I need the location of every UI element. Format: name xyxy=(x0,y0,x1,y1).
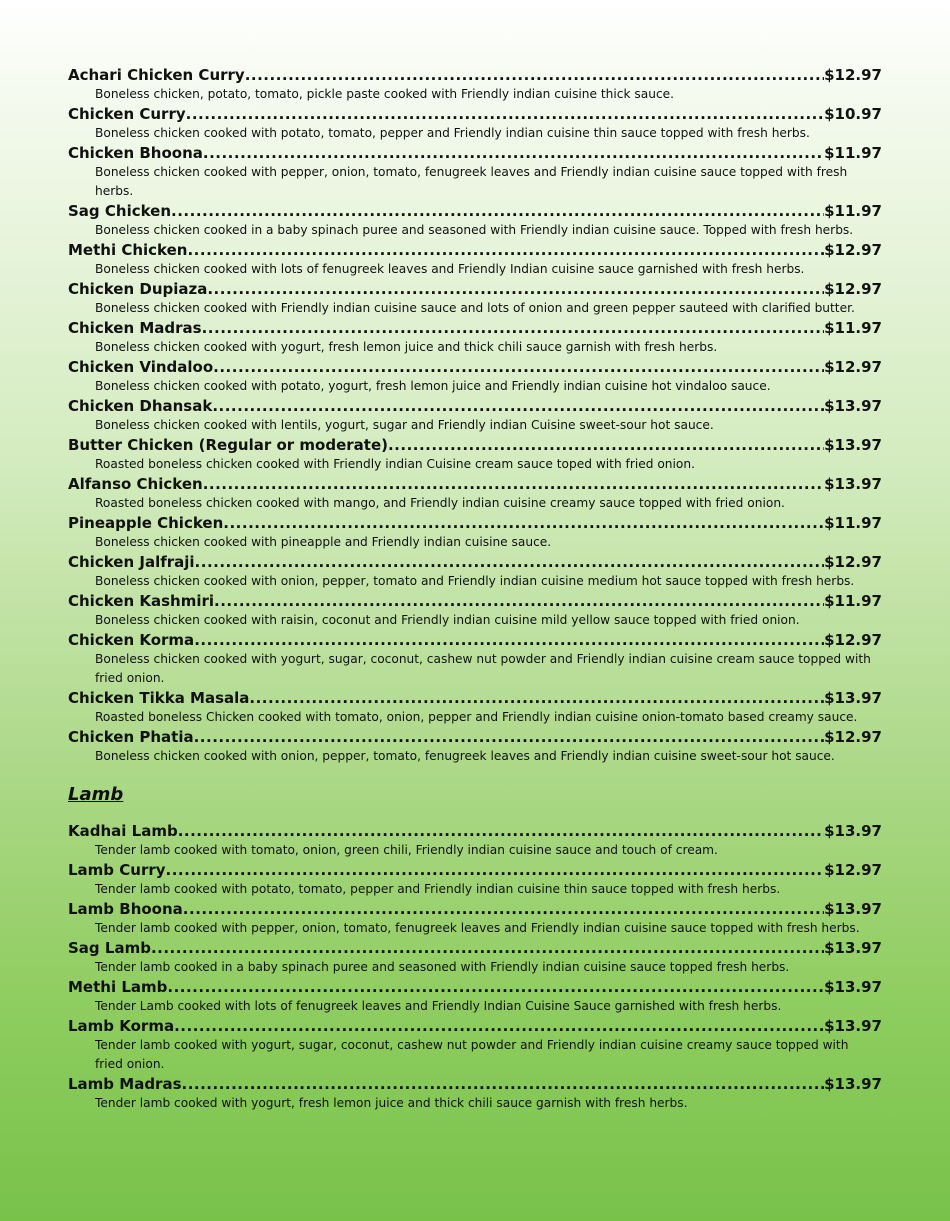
menu-item-price: $11.97 xyxy=(824,202,882,220)
menu-item-name: Chicken Korma xyxy=(68,631,195,649)
menu-item-price: $12.97 xyxy=(824,280,882,298)
menu-item-description: Boneless chicken cooked with onion, pepper, tomato, fenugreek leaves and Friendly indian cuisine sweet-sour hot sauce. xyxy=(95,749,835,763)
menu-item xyxy=(68,279,882,318)
menu-item-name: Chicken Dhansak xyxy=(68,397,213,415)
menu-item-heading xyxy=(68,899,882,919)
menu-item-price: $12.97 xyxy=(824,241,882,259)
dot-leader xyxy=(212,396,824,416)
menu-item-description: Tender lamb cooked with yogurt, sugar, coconut, cashew nut powder and Friendly indian cuisine creamy sauce topped with fried onion. xyxy=(95,1038,849,1071)
dot-leader xyxy=(249,688,824,708)
menu-item xyxy=(68,821,882,860)
menu-item-description: Boneless chicken cooked with potato, tomato, pepper and Friendly indian cuisine thin sauce topped with fresh herbs. xyxy=(95,126,810,140)
menu-item-price: $11.97 xyxy=(824,144,882,162)
menu-item-name: Lamb Madras xyxy=(68,1075,182,1093)
menu-item-name: Sag Chicken xyxy=(68,202,172,220)
menu-item-price: $12.97 xyxy=(824,861,882,879)
menu-item-description: Boneless chicken cooked with potato, yogurt, fresh lemon juice and Friendly indian cuisine hot vindaloo sauce. xyxy=(95,379,771,393)
menu-item-price: $12.97 xyxy=(824,631,882,649)
dot-leader xyxy=(171,201,824,221)
menu-item-heading xyxy=(68,357,882,377)
menu-item-price: $11.97 xyxy=(824,592,882,610)
menu-item-heading xyxy=(68,279,882,299)
menu-item-description: Tender lamb cooked with tomato, onion, green chili, Friendly indian cuisine sauce and touch of cream. xyxy=(95,843,718,857)
menu-item-heading xyxy=(68,591,882,611)
menu-item-description: Boneless chicken cooked with pineapple and Friendly indian cuisine sauce. xyxy=(95,535,552,549)
dot-leader xyxy=(195,552,825,572)
menu-item-heading xyxy=(68,318,882,338)
menu-item-heading xyxy=(68,938,882,958)
menu-item-name: Chicken Dupiaza xyxy=(68,280,208,298)
menu-item-price: $13.97 xyxy=(824,397,882,415)
dot-leader xyxy=(213,357,824,377)
menu-item xyxy=(68,938,882,977)
dot-leader xyxy=(182,1074,825,1094)
menu-item-price: $13.97 xyxy=(824,436,882,454)
menu-item-heading xyxy=(68,104,882,124)
menu-item-name: Chicken Curry xyxy=(68,105,186,123)
menu-item-heading xyxy=(68,552,882,572)
menu-item xyxy=(68,240,882,279)
menu-item-description: Boneless chicken cooked with yogurt, fresh lemon juice and thick chili sauce garnish with fresh herbs. xyxy=(95,340,718,354)
menu-item xyxy=(68,474,882,513)
menu-item xyxy=(68,899,882,938)
menu-item xyxy=(68,65,882,104)
menu-item-name: Alfanso Chicken xyxy=(68,475,203,493)
menu-item xyxy=(68,396,882,435)
menu-item xyxy=(68,143,882,201)
menu-item-description: Tender Lamb cooked with lots of fenugreek leaves and Friendly Indian Cuisine Sauce garnished with fresh herbs. xyxy=(95,999,782,1013)
menu-item xyxy=(68,201,882,240)
menu-item-description: Tender lamb cooked with yogurt, fresh lemon juice and thick chili sauce garnish with fresh herbs. xyxy=(95,1096,688,1110)
menu-item-description: Boneless chicken cooked with yogurt, sugar, coconut, cashew nut powder and Friendly indian cuisine cream sauce topped with fried onion. xyxy=(95,652,871,685)
menu-item-name: Lamb Curry xyxy=(68,861,166,879)
menu-item-price: $11.97 xyxy=(824,319,882,337)
menu-item-name: Chicken Madras xyxy=(68,319,202,337)
menu-item-heading xyxy=(68,1016,882,1036)
menu-item-name: Chicken Kashmiri xyxy=(68,592,215,610)
menu-item-description: Tender lamb cooked with pepper, onion, tomato, fenugreek leaves and Friendly indian cuisine sauce topped with fresh herbs. xyxy=(95,921,860,935)
menu-item xyxy=(68,357,882,396)
menu-item-description: Roasted boneless chicken cooked with Friendly indian Cuisine cream sauce toped with fried onion. xyxy=(95,457,695,471)
menu-item-price: $11.97 xyxy=(824,514,882,532)
menu-item-price: $12.97 xyxy=(824,66,882,84)
menu-item-heading xyxy=(68,1074,882,1094)
dot-leader xyxy=(183,899,824,919)
dot-leader xyxy=(245,65,824,85)
menu-item-price: $12.97 xyxy=(824,728,882,746)
lamb-menu-list xyxy=(68,821,882,1113)
menu-item xyxy=(68,318,882,357)
menu-item-heading xyxy=(68,396,882,416)
dot-leader xyxy=(166,860,825,880)
dot-leader xyxy=(203,474,824,494)
menu-item xyxy=(68,860,882,899)
menu-item-description: Boneless chicken cooked with lentils, yogurt, sugar and Friendly indian Cuisine sweet-sour hot sauce. xyxy=(95,418,714,432)
menu-item-name: Methi Lamb xyxy=(68,978,168,996)
menu-item-name: Chicken Bhoona xyxy=(68,144,203,162)
menu-item-name: Kadhai Lamb xyxy=(68,822,178,840)
menu-item-price: $13.97 xyxy=(824,900,882,918)
menu-item-description: Boneless chicken, potato, tomato, pickle paste cooked with Friendly indian cuisine thick sauce. xyxy=(95,87,675,101)
menu-item-name: Chicken Vindaloo xyxy=(68,358,214,376)
menu-item-name: Chicken Tikka Masala xyxy=(68,689,250,707)
menu-item-description: Roasted boneless Chicken cooked with tomato, onion, pepper and Friendly indian cuisine onion-tomato based creamy sauce. xyxy=(95,710,858,724)
dot-leader xyxy=(167,977,824,997)
dot-leader xyxy=(223,513,824,533)
menu-item-heading xyxy=(68,977,882,997)
dot-leader xyxy=(388,435,824,455)
menu-item-description: Tender lamb cooked with potato, tomato, pepper and Friendly indian cuisine thin sauce topped with fresh herbs. xyxy=(95,882,781,896)
menu-item-price: $13.97 xyxy=(824,1075,882,1093)
dot-leader xyxy=(186,104,824,124)
dot-leader xyxy=(174,1016,824,1036)
menu-item xyxy=(68,1016,882,1074)
dot-leader xyxy=(151,938,824,958)
menu-item-heading xyxy=(68,65,882,85)
menu-item xyxy=(68,552,882,591)
menu-item-heading xyxy=(68,860,882,880)
dot-leader xyxy=(203,143,824,163)
dot-leader xyxy=(202,318,825,338)
menu-item xyxy=(68,104,882,143)
menu-item-name: Butter Chicken (Regular or moderate) xyxy=(68,436,388,454)
menu-item-description: Boneless chicken cooked with pepper, onion, tomato, fenugreek leaves and Friendly indian cuisine sauce topped with fresh herbs. xyxy=(95,165,848,198)
menu-item-heading xyxy=(68,821,882,841)
menu-item-name: Methi Chicken xyxy=(68,241,188,259)
menu-item xyxy=(68,591,882,630)
menu-item-description: Boneless chicken cooked with lots of fenugreek leaves and Friendly Indian cuisine sauce garnished with fresh herbs. xyxy=(95,262,805,276)
menu-item-price: $12.97 xyxy=(824,358,882,376)
menu-item-description: Boneless chicken cooked with raisin, coconut and Friendly indian cuisine mild yellow sauce topped with fried onion. xyxy=(95,613,800,627)
dot-leader xyxy=(187,240,824,260)
menu-item-name: Lamb Bhoona xyxy=(68,900,183,918)
menu-item-name: Pineapple Chicken xyxy=(68,514,224,532)
menu-item-heading xyxy=(68,688,882,708)
menu-item xyxy=(68,630,882,688)
menu-item-heading xyxy=(68,240,882,260)
menu-item-price: $13.97 xyxy=(824,822,882,840)
menu-item xyxy=(68,513,882,552)
menu-item-price: $13.97 xyxy=(824,689,882,707)
menu-item-price: $13.97 xyxy=(824,939,882,957)
menu-item-name: Sag Lamb xyxy=(68,939,151,957)
menu-item-heading xyxy=(68,727,882,747)
menu-item-description: Tender lamb cooked in a baby spinach puree and seasoned with Friendly indian cuisine sauce topped fresh herbs. xyxy=(95,960,790,974)
menu-item xyxy=(68,688,882,727)
menu-item-heading xyxy=(68,630,882,650)
menu-item-price: $13.97 xyxy=(824,978,882,996)
menu-item-price: $12.97 xyxy=(824,553,882,571)
dot-leader xyxy=(178,821,824,841)
lamb-section-title: Lamb xyxy=(68,784,124,805)
menu-item-description: Roasted boneless chicken cooked with mango, and Friendly indian cuisine creamy sauce topped with fried onion. xyxy=(95,496,785,510)
menu-item xyxy=(68,727,882,766)
menu-item-heading xyxy=(68,513,882,533)
menu-item-name: Lamb Korma xyxy=(68,1017,175,1035)
menu-item-name: Chicken Phatia xyxy=(68,728,194,746)
menu-item xyxy=(68,977,882,1016)
menu-item-heading xyxy=(68,201,882,221)
dot-leader xyxy=(214,591,824,611)
menu-item-name: Achari Chicken Curry xyxy=(68,66,245,84)
menu-item-heading xyxy=(68,143,882,163)
menu-item-price: $10.97 xyxy=(824,105,882,123)
menu-item-description: Boneless chicken cooked with onion, pepper, tomato and Friendly indian cuisine medium hot sauce topped with fresh herbs. xyxy=(95,574,855,588)
dot-leader xyxy=(194,727,825,747)
menu-item-heading xyxy=(68,474,882,494)
menu-item xyxy=(68,1074,882,1113)
menu-item-heading xyxy=(68,435,882,455)
menu-item-description: Boneless chicken cooked in a baby spinach puree and seasoned with Friendly indian cuisine sauce. Topped with fresh herbs. xyxy=(95,223,854,237)
menu-item-description: Boneless chicken cooked with Friendly indian cuisine sauce and lots of onion and green pepper sauteed with clarified butter. xyxy=(95,301,855,315)
menu-item xyxy=(68,435,882,474)
menu-item-price: $13.97 xyxy=(824,475,882,493)
menu-item-price: $13.97 xyxy=(824,1017,882,1035)
chicken-menu-list xyxy=(68,65,882,766)
menu-item-name: Chicken Jalfraji xyxy=(68,553,195,571)
dot-leader xyxy=(207,279,824,299)
dot-leader xyxy=(194,630,824,650)
